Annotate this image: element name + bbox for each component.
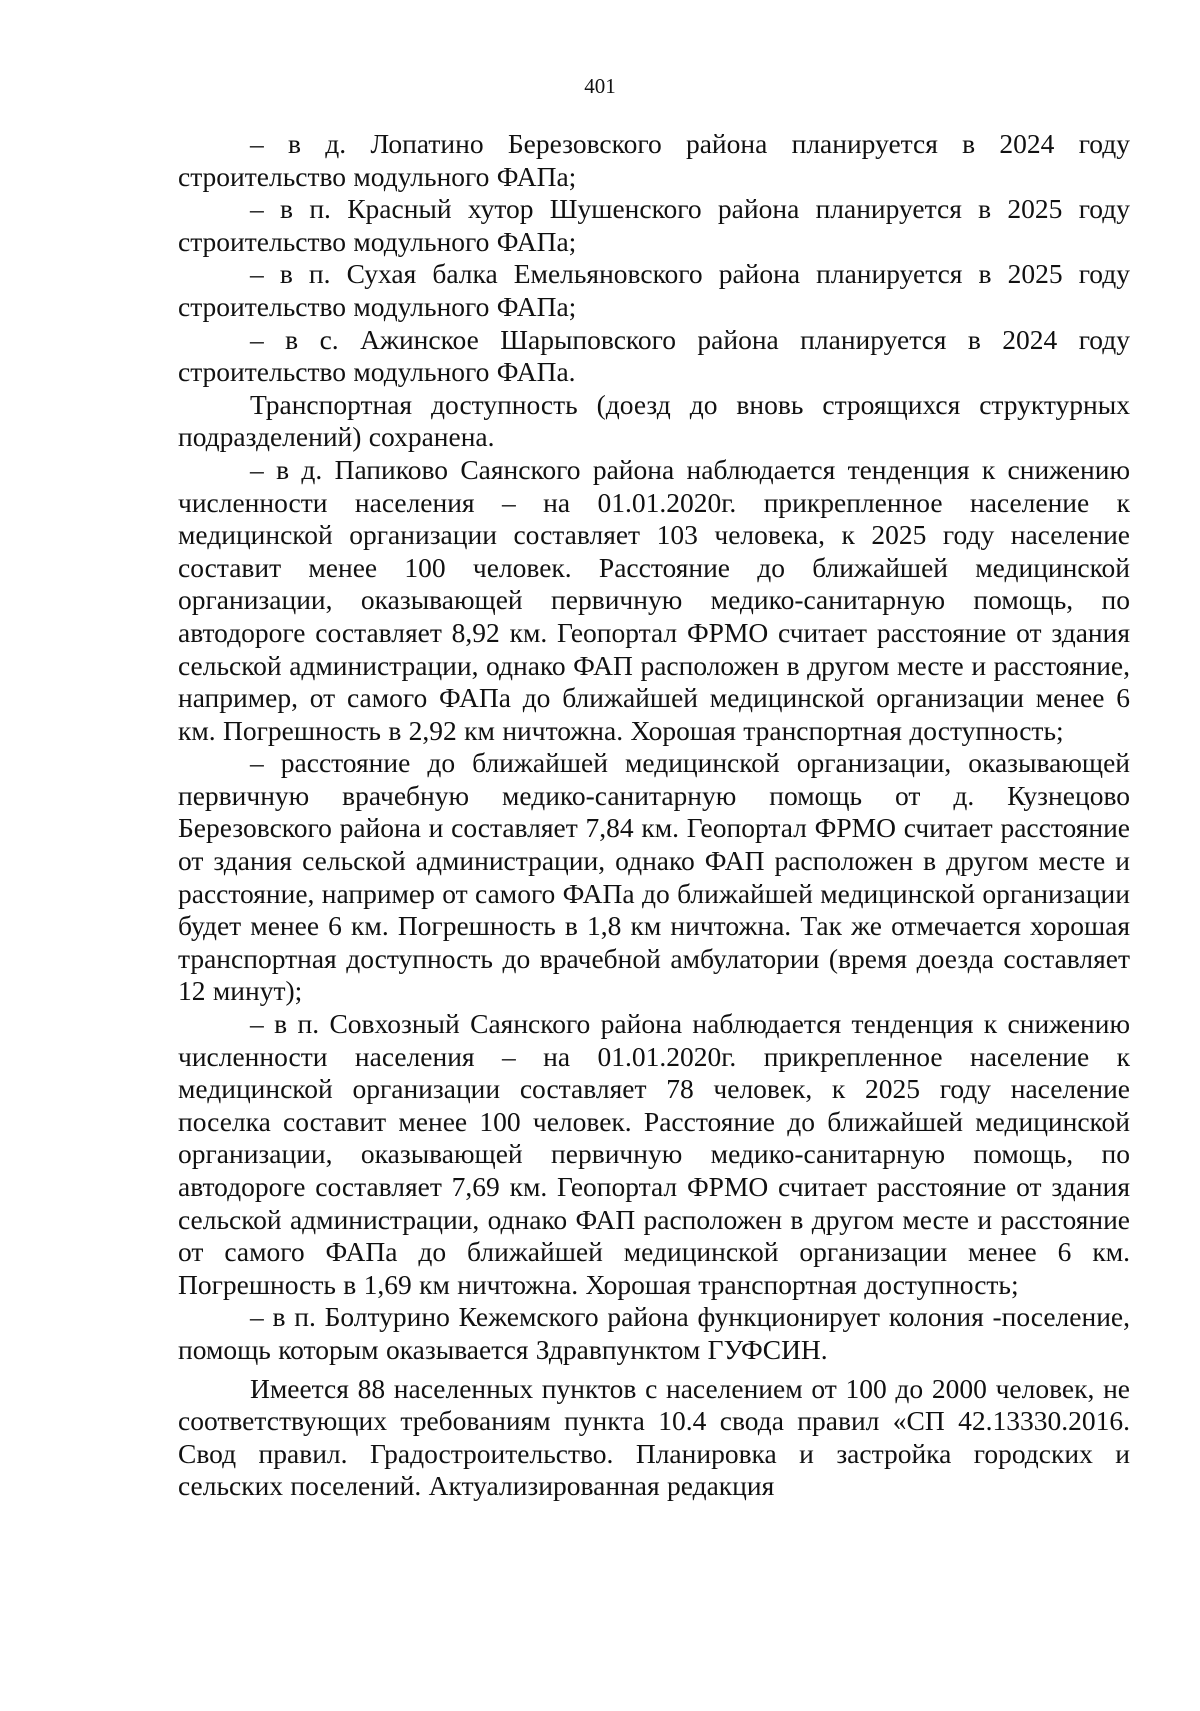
paragraph-papikovo: – в д. Папиково Саянского района наблюдается тенденция к снижению численности населения – на 01.01.2020г. прикрепленное население к медицинской организации составляет 103 человека, к 2025 году население составит менее 100 человек. Расстояние до ближайшей медицинской организации, оказывающей первичную медико-санитарную помощь, по автодороге составляет 8,92 км. Геопортал ФРМО считает расстояние от здания сельской администрации, однако ФАП расположен в другом месте и расстояние, например, от самого ФАПа до ближайшей медицинской организации менее 6 км. Погрешность в 2,92 км ничтожна. Хорошая транспортная доступность; (178, 453, 1130, 746)
paragraph-azhinskoe: – в с. Ажинское Шарыповского района планируется в 2024 году строительство модульного ФАПа. (178, 323, 1130, 388)
paragraph-transport-access: Транспортная доступность (доезд до вновь строящихся структурных подразделений) сохранена. (178, 388, 1130, 453)
paragraph-lopatino: – в д. Лопатино Березовского района планируется в 2024 году строительство модульного ФАПа; (178, 128, 1130, 192)
paragraph-settlements-count: Имеется 88 населенных пунктов с населением от 100 до 2000 человек, не соответствующих требованиям пункта 10.4 свода правил «СП 42.13330.2016. Свод правил. Градостроительство. Планировка и застройка городских и сельских поселений. Актуализированная редакция (178, 1372, 1130, 1502)
page-number: 401 (584, 74, 616, 98)
document-body (178, 128, 1130, 1503)
paragraph-bolturino: – в п. Болтурино Кежемского района функционирует колония -поселение, помощь которым оказывается Здравпунктом ГУФСИН. (178, 1301, 1130, 1365)
paragraph-krasny-khutor: – в п. Красный хутор Шушенского района планируется в 2025 году строительство модульного ФАПа; (178, 193, 1130, 257)
paragraph-kuznetsovo: – расстояние до ближайшей медицинской организации, оказывающей первичную врачебную медико-санитарную помощь от д. Кузнецово Березовского района и составляет 7,84 км. Геопортал ФРМО считает расстояние от здания сельской администрации, однако ФАП расположен в другом месте и расстояние, например от самого ФАПа до ближайшей медицинской организации будет менее 6 км. Погрешность в 1,8 км ничтожна. Так же отмечается хорошая транспортная доступность до врачебной амбулатории (время доезда составляет 12 минут); (178, 747, 1130, 1007)
paragraph-sovkhozny: – в п. Совхозный Саянского района наблюдается тенденция к снижению численности населения – на 01.01.2020г. прикрепленное население к медицинской организации составляет 78 человек, к 2025 году население поселка составит менее 100 человек. Расстояние до ближайшей медицинской организации, оказывающей первичную медико-санитарную помощь, по автодороге составляет 7,69 км. Геопортал ФРМО считает расстояние от здания сельской администрации, однако ФАП расположен в другом месте и расстояние от самого ФАПа до ближайшей медицинской организации менее 6 км. Погрешность в 1,69 км ничтожна. Хорошая транспортная доступность; (178, 1008, 1130, 1300)
paragraph-sukhaya-balka: – в п. Сухая балка Емельяновского района планируется в 2025 году строительство модульного ФАПа; (178, 258, 1130, 322)
